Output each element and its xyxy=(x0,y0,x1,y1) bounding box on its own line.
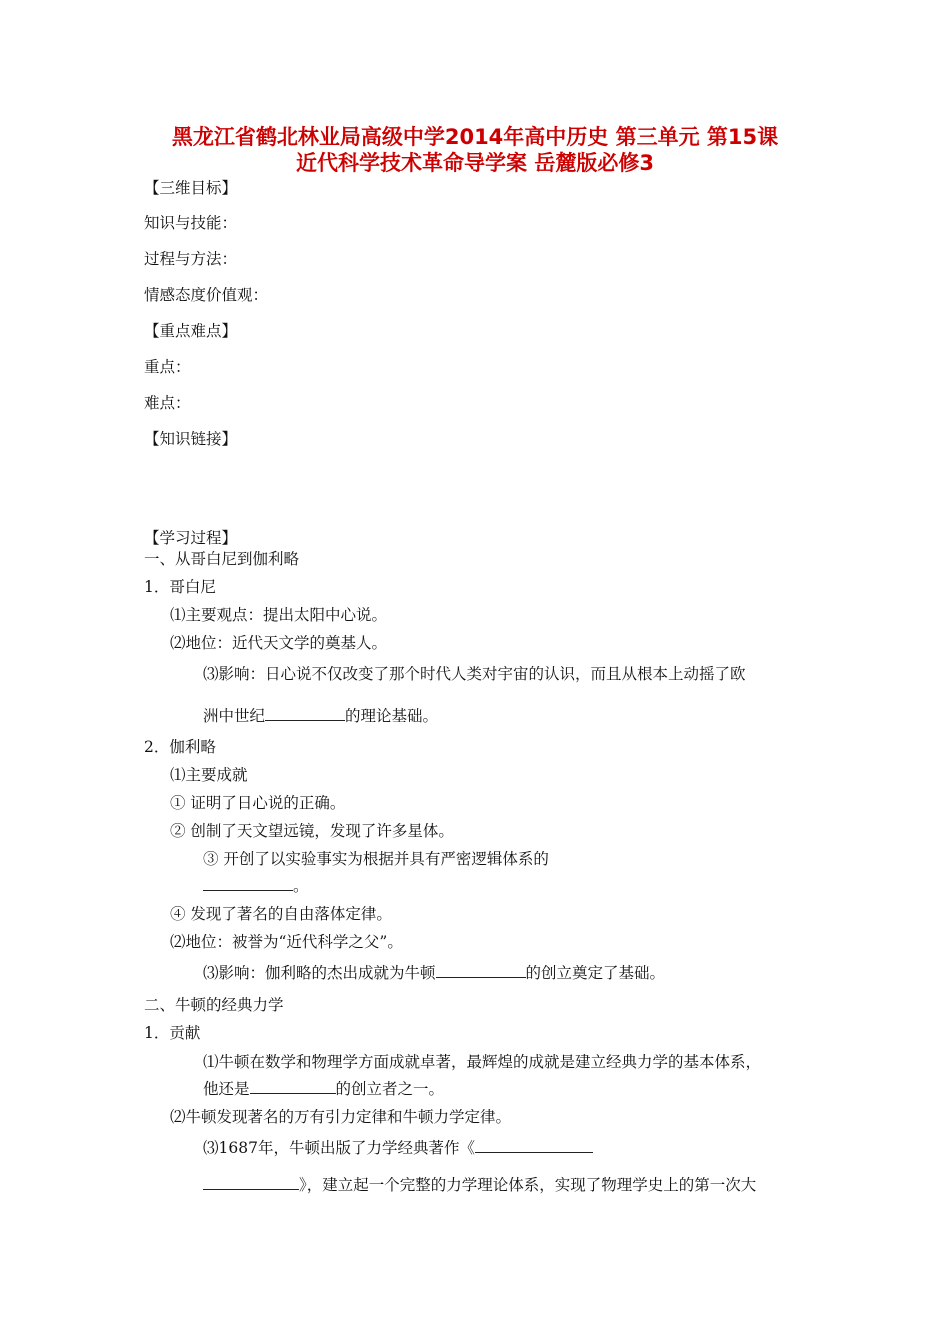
galileo-achievement-3: ③ 开创了以实验事实为根据并具有严密逻辑体系的 xyxy=(203,850,549,868)
galileo-achievement-4: ④ 发现了著名的自由落体定律。 xyxy=(170,905,392,923)
newton-contribution-1b-pre: 他还是 xyxy=(203,1080,250,1098)
newton-contribution-3b-post: 》，建立起一个完整的力学理论体系，实现了物理学史上的第一次大 xyxy=(299,1176,757,1194)
copernicus-influence-b-pre: 洲中世纪 xyxy=(203,707,266,725)
copernicus-view: ⑴主要观点：提出太阳中心说。 xyxy=(170,606,388,624)
copernicus-influence-a: ⑶影响：日心说不仅改变了那个时代人类对宇宙的认识，而且从根本上动摇了欧 xyxy=(203,665,746,683)
copernicus-status: ⑵地位：近代天文学的奠基人。 xyxy=(170,634,388,652)
fill-blank-4[interactable] xyxy=(250,1079,336,1094)
galileo-achievement-3-period: 。 xyxy=(293,877,309,895)
fill-blank-2[interactable] xyxy=(203,876,293,891)
newton-contribution-3b xyxy=(203,1175,756,1195)
newton-contribution-1: ⑴牛顿在数学和物理学方面成就卓著，最辉煌的成就是建立经典力学的基本体系， xyxy=(203,1053,762,1071)
galileo-achievement-2: ② 创制了天文望远镜，发现了许多星体。 xyxy=(170,822,454,840)
section-2-heading: 二、牛顿的经典力学 xyxy=(144,996,284,1014)
fill-blank-5a[interactable] xyxy=(475,1138,593,1153)
key-point-focus: 重点： xyxy=(144,358,191,376)
fill-blank-1[interactable] xyxy=(265,706,345,721)
galileo-title: 2．伽利略 xyxy=(144,738,216,756)
newton-contribution-2: ⑵牛顿发现著名的万有引力定律和牛顿力学定律。 xyxy=(170,1108,512,1126)
copernicus-title: 1．哥白尼 xyxy=(144,578,216,596)
objective-process: 过程与方法： xyxy=(144,250,238,268)
galileo-status: ⑵地位：被誉为“近代科学之父”。 xyxy=(170,933,403,951)
section-1-heading: 一、从哥白尼到伽利略 xyxy=(144,550,300,568)
galileo-influence-pre: ⑶影响：伽利略的杰出成就为牛顿 xyxy=(203,964,436,982)
newton-contribution-3-pre: ⑶1687年，牛顿出版了力学经典著作《 xyxy=(203,1139,475,1157)
newton-contribution-3 xyxy=(203,1138,593,1158)
galileo-achievement-1: ① 证明了日心说的正确。 xyxy=(170,794,346,812)
objective-emotion: 情感态度价值观： xyxy=(144,286,269,304)
objective-knowledge: 知识与技能： xyxy=(144,214,238,232)
newton-title: 1．贡献 xyxy=(144,1024,201,1042)
knowledge-link-heading: 【知识链接】 xyxy=(144,430,238,448)
newton-contribution-1b xyxy=(203,1079,444,1099)
galileo-achievements: ⑴主要成就 xyxy=(170,766,248,784)
study-heading: 【学习过程】 xyxy=(144,529,238,547)
fill-blank-5b[interactable] xyxy=(203,1175,299,1190)
galileo-influence-post: 的创立奠定了基础。 xyxy=(525,964,666,982)
key-point-difficulty: 难点： xyxy=(144,394,191,412)
copernicus-influence-b-post: 的理论基础。 xyxy=(345,707,439,725)
newton-contribution-1b-post: 的创立者之一。 xyxy=(335,1080,445,1098)
copernicus-influence-b xyxy=(203,706,438,726)
galileo-influence xyxy=(203,963,665,983)
document-title-line-1: 黑龙江省鹤北林业局高级中学2014年高中历史 第三单元 第15课 xyxy=(171,125,779,149)
fill-blank-3[interactable] xyxy=(436,963,526,978)
objectives-heading: 【三维目标】 xyxy=(144,179,238,197)
galileo-achievement-3-end xyxy=(203,876,309,896)
document-title-line-2: 近代科学技术革命导学案 岳麓版必修3 xyxy=(296,151,654,175)
key-points-heading: 【重点难点】 xyxy=(144,322,238,340)
